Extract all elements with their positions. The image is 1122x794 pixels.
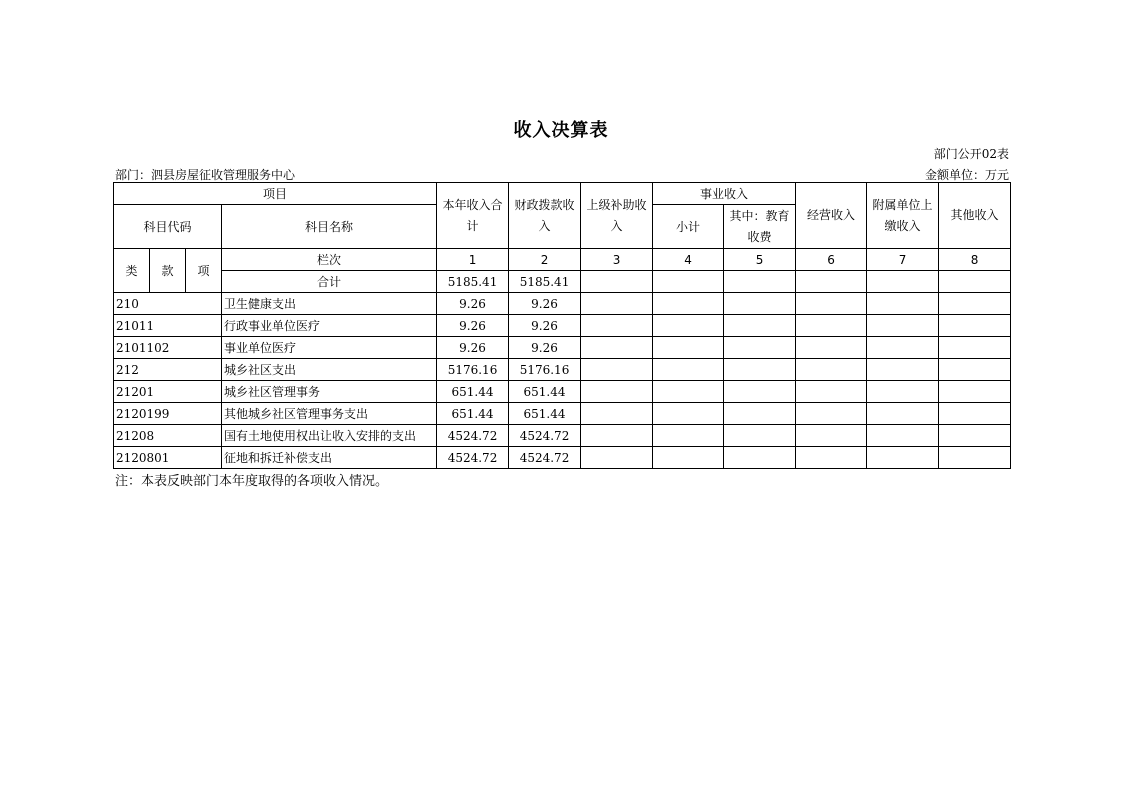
subject-name-cell: 行政事业单位医疗 xyxy=(222,315,437,337)
header-project: 项目 xyxy=(114,183,437,205)
subject-code-cell: 2101102 xyxy=(114,337,222,359)
subject-name-cell: 事业单位医疗 xyxy=(222,337,437,359)
header-business-income: 事业收入 xyxy=(653,183,796,205)
table-row xyxy=(114,447,1011,469)
value-cell xyxy=(724,381,796,403)
subject-code-cell: 2120199 xyxy=(114,403,222,425)
value-cell: 9.26 xyxy=(437,293,509,315)
value-cell xyxy=(939,381,1011,403)
header-lanci: 栏次 xyxy=(222,249,437,271)
value-cell: 651.44 xyxy=(437,381,509,403)
value-cell xyxy=(581,447,653,469)
value-cell xyxy=(796,403,867,425)
value-cell xyxy=(653,447,724,469)
value-cell xyxy=(653,381,724,403)
value-cell: 9.26 xyxy=(437,337,509,359)
total-label: 合计 xyxy=(222,271,437,293)
subject-code-cell: 212 xyxy=(114,359,222,381)
value-cell xyxy=(796,293,867,315)
income-table xyxy=(113,182,1011,469)
value-cell xyxy=(867,403,939,425)
value-cell xyxy=(796,315,867,337)
value-cell xyxy=(867,381,939,403)
header-total-income: 本年收入合计 xyxy=(437,183,509,249)
header-subtotal: 小计 xyxy=(653,205,724,249)
table-row xyxy=(114,403,1011,425)
value-cell xyxy=(724,293,796,315)
subject-name-cell: 其他城乡社区管理事务支出 xyxy=(222,403,437,425)
value-cell xyxy=(939,315,1011,337)
form-number: 部门公开02表 xyxy=(933,147,1009,161)
table-row xyxy=(114,337,1011,359)
subject-name-cell: 城乡社区管理事务 xyxy=(222,381,437,403)
value-cell xyxy=(939,337,1011,359)
table-row xyxy=(114,293,1011,315)
table-note: 注：本表反映部门本年度取得的各项收入情况。 xyxy=(115,474,389,489)
value-cell: 651.44 xyxy=(509,381,581,403)
value-cell xyxy=(796,447,867,469)
total-value-cell xyxy=(939,271,1011,293)
value-cell xyxy=(724,403,796,425)
header-xiang: 项 xyxy=(186,249,222,293)
header-upper-subsidy: 上级补助收入 xyxy=(581,183,653,249)
value-cell xyxy=(796,337,867,359)
total-value-cell xyxy=(724,271,796,293)
subject-name-cell: 征地和拆迁补偿支出 xyxy=(222,447,437,469)
subject-code-cell: 21208 xyxy=(114,425,222,447)
column-number: 7 xyxy=(867,249,939,271)
value-cell xyxy=(796,381,867,403)
value-cell xyxy=(653,337,724,359)
value-cell xyxy=(939,359,1011,381)
value-cell xyxy=(653,359,724,381)
header-fiscal-allocation: 财政拨款收入 xyxy=(509,183,581,249)
value-cell xyxy=(581,403,653,425)
value-cell xyxy=(581,293,653,315)
value-cell xyxy=(867,425,939,447)
total-value-cell: 5185.41 xyxy=(437,271,509,293)
value-cell xyxy=(581,337,653,359)
value-cell xyxy=(867,315,939,337)
column-number: 8 xyxy=(939,249,1011,271)
value-cell xyxy=(939,425,1011,447)
header-lei: 类 xyxy=(114,249,150,293)
total-value-cell: 5185.41 xyxy=(509,271,581,293)
subject-code-cell: 210 xyxy=(114,293,222,315)
total-value-cell xyxy=(581,271,653,293)
unit-label: 金额单位：万元 xyxy=(924,168,1009,182)
subject-code-cell: 21201 xyxy=(114,381,222,403)
total-value-cell xyxy=(867,271,939,293)
header-subject-code: 科目代码 xyxy=(114,205,222,249)
column-number: 3 xyxy=(581,249,653,271)
value-cell: 9.26 xyxy=(509,293,581,315)
column-number: 5 xyxy=(724,249,796,271)
table-row xyxy=(114,315,1011,337)
value-cell xyxy=(653,425,724,447)
value-cell: 5176.16 xyxy=(437,359,509,381)
subject-code-cell: 21011 xyxy=(114,315,222,337)
value-cell: 4524.72 xyxy=(437,425,509,447)
value-cell xyxy=(724,359,796,381)
column-number: 4 xyxy=(653,249,724,271)
total-value-cell xyxy=(796,271,867,293)
value-cell xyxy=(581,381,653,403)
header-education-fee: 其中：教育收费 xyxy=(724,205,796,249)
value-cell: 9.26 xyxy=(509,337,581,359)
value-cell: 4524.72 xyxy=(509,447,581,469)
value-cell xyxy=(581,425,653,447)
column-number: 2 xyxy=(509,249,581,271)
column-number: 1 xyxy=(437,249,509,271)
value-cell: 651.44 xyxy=(509,403,581,425)
header-subject-name: 科目名称 xyxy=(222,205,437,249)
value-cell xyxy=(796,359,867,381)
value-cell: 4524.72 xyxy=(437,447,509,469)
header-operating-income: 经营收入 xyxy=(796,183,867,249)
value-cell xyxy=(724,337,796,359)
table-row xyxy=(114,425,1011,447)
value-cell xyxy=(867,337,939,359)
column-number: 6 xyxy=(796,249,867,271)
value-cell: 9.26 xyxy=(437,315,509,337)
value-cell xyxy=(939,403,1011,425)
subject-name-cell: 国有土地使用权出让收入安排的支出 xyxy=(222,425,437,447)
table-row xyxy=(114,381,1011,403)
value-cell xyxy=(653,403,724,425)
value-cell xyxy=(867,359,939,381)
department-label: 部门：泗县房屋征收管理服务中心 xyxy=(115,168,296,182)
total-value-cell xyxy=(653,271,724,293)
value-cell xyxy=(867,293,939,315)
value-cell xyxy=(939,447,1011,469)
value-cell xyxy=(653,293,724,315)
header-kuan: 款 xyxy=(150,249,186,293)
subject-name-cell: 卫生健康支出 xyxy=(222,293,437,315)
value-cell xyxy=(796,425,867,447)
subject-name-cell: 城乡社区支出 xyxy=(222,359,437,381)
value-cell xyxy=(653,315,724,337)
value-cell xyxy=(939,293,1011,315)
value-cell xyxy=(867,447,939,469)
value-cell xyxy=(581,359,653,381)
value-cell: 9.26 xyxy=(509,315,581,337)
header-affiliate-income: 附属单位上缴收入 xyxy=(867,183,939,249)
header-other-income: 其他收入 xyxy=(939,183,1011,249)
value-cell xyxy=(724,425,796,447)
value-cell xyxy=(581,315,653,337)
subject-code-cell: 2120801 xyxy=(114,447,222,469)
value-cell: 4524.72 xyxy=(509,425,581,447)
page-title: 收入决算表 xyxy=(513,120,609,141)
value-cell xyxy=(724,315,796,337)
value-cell: 5176.16 xyxy=(509,359,581,381)
table-row xyxy=(114,359,1011,381)
value-cell: 651.44 xyxy=(437,403,509,425)
value-cell xyxy=(724,447,796,469)
